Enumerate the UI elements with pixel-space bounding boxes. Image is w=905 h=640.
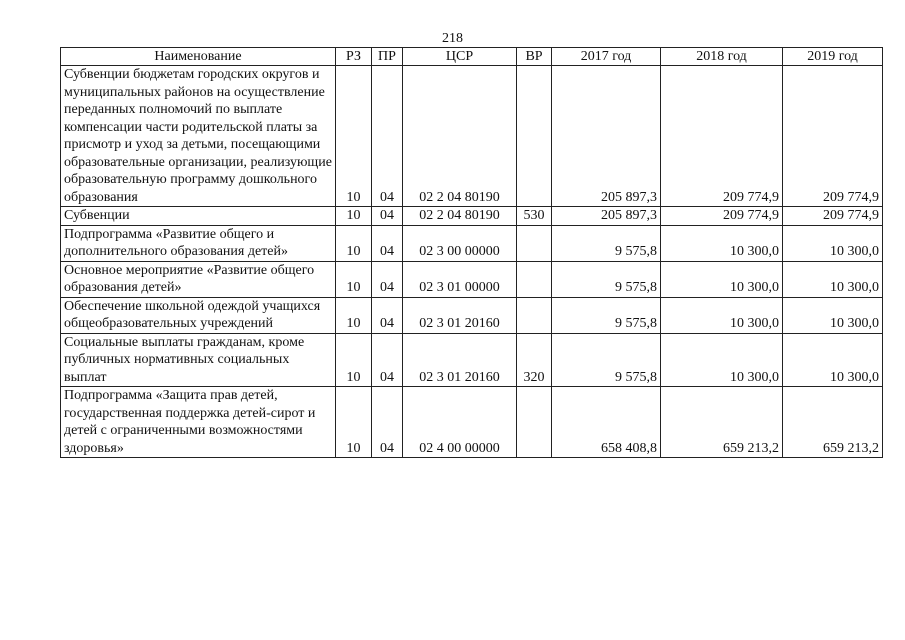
row-vr <box>517 297 552 333</box>
row-csr: 02 3 01 20160 <box>403 297 517 333</box>
row-2017: 205 897,3 <box>552 207 661 226</box>
row-name: Субвенции <box>61 207 336 226</box>
row-rz: 10 <box>336 207 372 226</box>
row-csr: 02 3 01 20160 <box>403 333 517 387</box>
row-name: Субвенции бюджетам городских округов и муниципальных районов на осуществление переданных полномочий по выплате компенсации части родительской платы за присмотр и уход за детьми, посещающими образовательные организации, реализующие образовательную программу дошкольного образования <box>61 66 336 207</box>
header-2019: 2019 год <box>783 48 883 66</box>
row-2019: 10 300,0 <box>783 261 883 297</box>
table-row <box>61 225 883 261</box>
row-2019: 10 300,0 <box>783 225 883 261</box>
row-2017: 9 575,8 <box>552 297 661 333</box>
row-csr: 02 3 00 00000 <box>403 225 517 261</box>
row-vr: 530 <box>517 207 552 226</box>
header-pr: ПР <box>372 48 403 66</box>
row-name: Основное мероприятие «Развитие общего образования детей» <box>61 261 336 297</box>
header-row <box>61 48 883 66</box>
row-2019: 209 774,9 <box>783 66 883 207</box>
page-number: 218 <box>442 31 463 46</box>
budget-table <box>60 47 883 458</box>
row-2018: 10 300,0 <box>661 225 783 261</box>
row-name: Подпрограмма «Защита прав детей, государственная поддержка детей-сирот и детей с ограниченными возможностями здоровья» <box>61 387 336 458</box>
row-name: Подпрограмма «Развитие общего и дополнительного образования детей» <box>61 225 336 261</box>
header-2018: 2018 год <box>661 48 783 66</box>
row-name: Обеспечение школьной одеждой учащихся общеобразовательных учреждений <box>61 297 336 333</box>
row-pr: 04 <box>372 225 403 261</box>
table-row <box>61 66 883 207</box>
row-2018: 659 213,2 <box>661 387 783 458</box>
row-rz: 10 <box>336 66 372 207</box>
header-csr: ЦСР <box>403 48 517 66</box>
row-pr: 04 <box>372 207 403 226</box>
row-2019: 10 300,0 <box>783 333 883 387</box>
row-2017: 205 897,3 <box>552 66 661 207</box>
row-csr: 02 4 00 00000 <box>403 387 517 458</box>
row-2019: 659 213,2 <box>783 387 883 458</box>
table-row <box>61 333 883 387</box>
row-rz: 10 <box>336 261 372 297</box>
row-2018: 209 774,9 <box>661 207 783 226</box>
row-pr: 04 <box>372 261 403 297</box>
row-2018: 10 300,0 <box>661 333 783 387</box>
table-row <box>61 261 883 297</box>
row-vr <box>517 261 552 297</box>
table-row <box>61 207 883 226</box>
row-pr: 04 <box>372 297 403 333</box>
row-2019: 10 300,0 <box>783 297 883 333</box>
row-csr: 02 3 01 00000 <box>403 261 517 297</box>
row-2017: 658 408,8 <box>552 387 661 458</box>
table-row <box>61 297 883 333</box>
row-name: Социальные выплаты гражданам, кроме публичных нормативных социальных выплат <box>61 333 336 387</box>
row-pr: 04 <box>372 387 403 458</box>
row-2019: 209 774,9 <box>783 207 883 226</box>
row-vr <box>517 66 552 207</box>
row-csr: 02 2 04 80190 <box>403 66 517 207</box>
table-row <box>61 387 883 458</box>
row-2018: 10 300,0 <box>661 297 783 333</box>
row-csr: 02 2 04 80190 <box>403 207 517 226</box>
row-pr: 04 <box>372 333 403 387</box>
header-2017: 2017 год <box>552 48 661 66</box>
row-pr: 04 <box>372 66 403 207</box>
row-2017: 9 575,8 <box>552 333 661 387</box>
row-rz: 10 <box>336 225 372 261</box>
row-rz: 10 <box>336 333 372 387</box>
row-vr <box>517 387 552 458</box>
row-2017: 9 575,8 <box>552 225 661 261</box>
row-rz: 10 <box>336 387 372 458</box>
row-vr: 320 <box>517 333 552 387</box>
header-vr: ВР <box>517 48 552 66</box>
row-rz: 10 <box>336 297 372 333</box>
header-rz: РЗ <box>336 48 372 66</box>
row-2018: 10 300,0 <box>661 261 783 297</box>
row-2017: 9 575,8 <box>552 261 661 297</box>
row-vr <box>517 225 552 261</box>
row-2018: 209 774,9 <box>661 66 783 207</box>
header-name: Наименование <box>61 48 336 66</box>
